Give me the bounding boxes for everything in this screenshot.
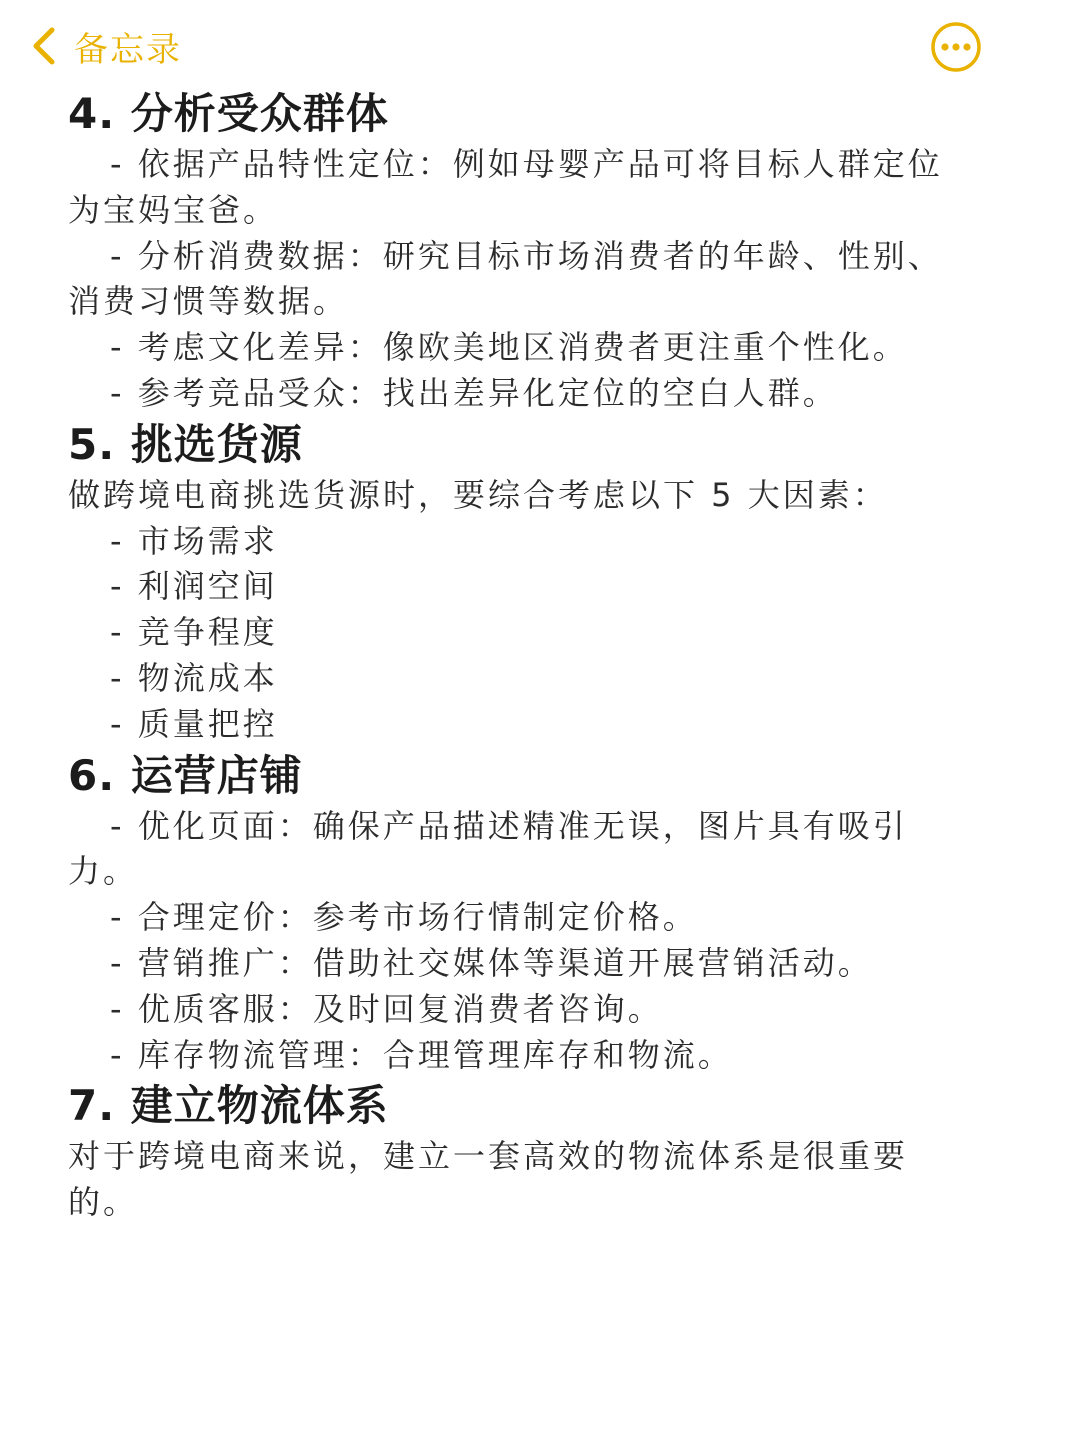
factor-item: - 物流成本 bbox=[110, 658, 278, 697]
section-6-item: - 优质客服：及时回复消费者咨询。 bbox=[110, 989, 663, 1028]
more-button[interactable] bbox=[930, 21, 982, 73]
more-icon bbox=[930, 21, 982, 73]
section-4-item: - 分析消费数据：研究目标市场消费者的年龄、性别、消费习惯等数据。 bbox=[68, 236, 943, 321]
chevron-left-icon bbox=[28, 26, 58, 66]
factor-item: - 市场需求 bbox=[110, 521, 278, 560]
back-label: 备忘录 bbox=[74, 29, 182, 70]
factor-item: - 利润空间 bbox=[110, 567, 278, 606]
section-heading-4: 4. 分析受众群体 bbox=[68, 89, 389, 138]
section-6-item: - 优化页面：确保产品描述精准无误，图片具有吸引力。 bbox=[68, 806, 908, 891]
section-4-item: - 考虑文化差异：像欧美地区消费者更注重个性化。 bbox=[110, 328, 908, 367]
section-4-item: - 依据产品特性定位：例如母婴产品可将目标人群定位为宝妈宝爸。 bbox=[68, 145, 943, 229]
section-4-item: - 参考竞品受众：找出差异化定位的空白人群。 bbox=[110, 373, 838, 412]
section-5-intro: 做跨境电商挑选货源时，要综合考虑以下 5 大因素： bbox=[68, 475, 888, 514]
section-6-item: - 合理定价：参考市场行情制定价格。 bbox=[110, 898, 698, 937]
section-7-intro: 对于跨境电商来说，建立一套高效的物流体系是很重要的。 bbox=[68, 1137, 909, 1222]
section-6-item: - 库存物流管理：合理管理库存和物流。 bbox=[110, 1035, 733, 1074]
section-6-item: - 营销推广：借助社交媒体等渠道开展营销活动。 bbox=[110, 943, 873, 982]
factor-item: - 竞争程度 bbox=[110, 613, 278, 652]
factor-item: - 质量把控 bbox=[110, 704, 278, 743]
section-heading-7: 7. 建立物流体系 bbox=[68, 1081, 389, 1131]
navigation-bar bbox=[0, 0, 1080, 92]
section-heading-5: 5. 挑选货源 bbox=[68, 419, 303, 469]
section-heading-6: 6. 运营店铺 bbox=[68, 750, 303, 800]
note-body[interactable] bbox=[68, 86, 958, 1226]
back-button[interactable] bbox=[28, 22, 182, 70]
